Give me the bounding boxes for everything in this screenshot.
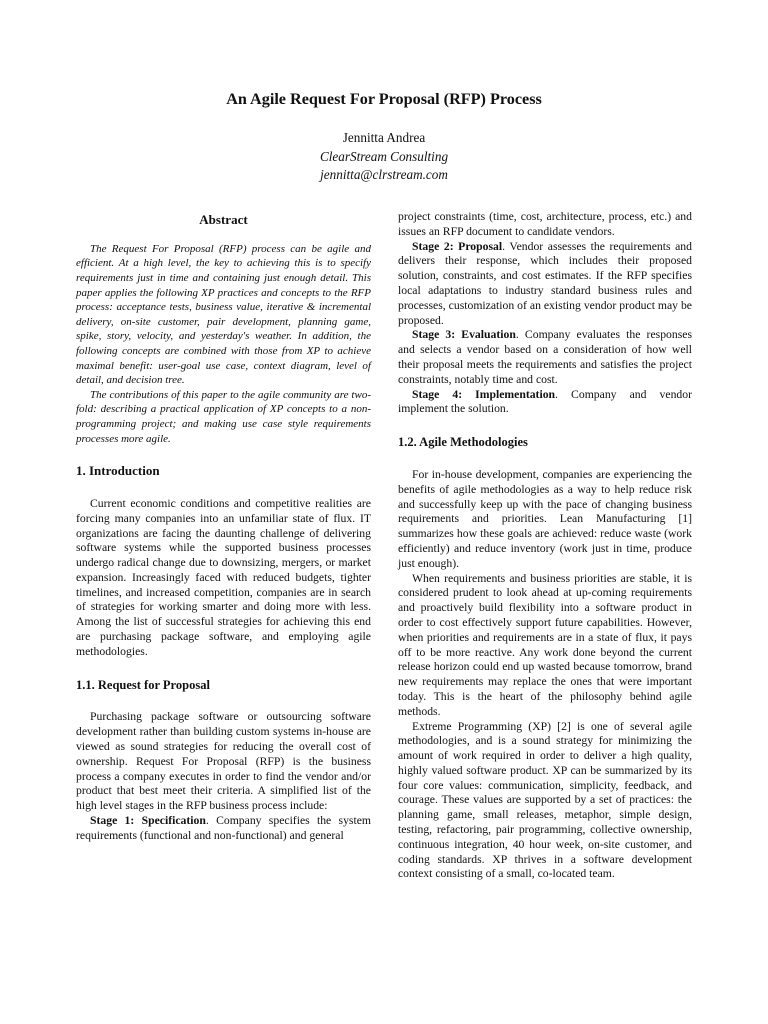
abstract-paragraph: The contributions of this paper to the agile community are two-fold: describing a practical application of XP concepts to a non-programming project; and making use case style requirements processes more agile. xyxy=(76,388,371,445)
rfp-stages-continued xyxy=(398,210,692,417)
left-column xyxy=(76,210,371,844)
stage-paragraph xyxy=(76,814,371,844)
stage-paragraph xyxy=(398,388,692,418)
subsection-heading: 1.1. Request for Proposal xyxy=(76,677,210,692)
body-paragraph: Purchasing package software or outsourcing software development rather than building custom systems in-house are viewed as sound strategies for reducing the overall cost of ownership. Request For Proposal (RFP) is the business process a company executes in order to find the vendor and/or product that best meet their criteria. A simplified list of the high level stages in the RFP business process include: xyxy=(76,710,371,813)
stage-text: . Company specifies the system requirements (functional and non-functional) and general xyxy=(76,814,371,842)
author-block xyxy=(0,129,768,185)
author-affiliation: ClearStream Consulting xyxy=(319,148,449,164)
subsection-heading: 1.2. Agile Methodologies xyxy=(398,435,528,450)
stage-text: . Vendor assesses the requirements and delivers their response, which includes their proposed solution, constraints, and cost estimates. If the RFP specifies local adaptations to industry standard business rules and processes, customization of an existing vendor product may be proposed. xyxy=(398,239,692,327)
body-paragraph: project constraints (time, cost, architecture, process, etc.) and issues an RFP document to candidate vendors. xyxy=(398,210,692,238)
body-paragraph: For in-house development, companies are experiencing the benefits of agile methodologies as a way to help reduce risk and successfully keep up with the pace of changing business requirements and priorities. Lean Manufacturing [1] summarizes how these goals are achieved: reduce waste (work efficiently) and reduce inventory (work just in time, produce just enough). xyxy=(398,467,692,570)
stage-label: Stage 4: Implementation xyxy=(412,387,556,401)
stage-label: Stage 1: Specification xyxy=(90,814,206,828)
paper-title: An Agile Request For Proposal (RFP) Process xyxy=(226,90,542,108)
body-paragraph: Current economic conditions and competitive realities are forcing many companies into an unfamiliar state of flux. IT organizations are facing the daunting challenge of delivering software systems while the supported business processes undergo radical change due to downsizing, mergers, or market expansion. Increasingly faced with reduced budgets, tighter timelines, and increased competition, companies are in search of strategies for working smarter and doing more with less. Among the list of successful strategies for achieving this end are purchasing package software, and employing agile methodologies. xyxy=(76,496,371,658)
stage-label: Stage 3: Evaluation xyxy=(412,328,516,342)
abstract-heading: Abstract xyxy=(199,212,248,227)
rfp-section xyxy=(76,678,371,844)
introduction-section xyxy=(76,464,371,660)
author-name: Jennitta Andrea xyxy=(342,130,426,145)
body-paragraph: When requirements and business priorities are stable, it is considered prudent to look ahead at up-coming requirements and proactively build flexibility into a software product in order to cost effectively support future capabilities. However, when priorities and requirements are in a state of flux, it pays off to be more reactive. Any work done beyond the current release horizon could end up wasted because tomorrow, brand new requirements may replace the ones that were important today. This is the heart of the philosophy behind agile methods. xyxy=(398,571,692,718)
section-heading: 1. Introduction xyxy=(76,463,160,479)
right-column xyxy=(398,210,692,882)
stage-text: . Company evaluates the responses and selects a vendor based on a consideration of how well their proposal meets the requirements and satisfies the project constraints, notably time and cost. xyxy=(398,328,693,386)
abstract-paragraph: The Request For Proposal (RFP) process can be agile and efficient. At a high level, the key to achieving this is to specify requirements just in time and containing just enough detail. This paper applies the following XP practices and concepts to the RFP process: acceptance tests, business value, iterative & incremental delivery, on-site customer, pair development, planning game, spike, story, velocity, and yesterday's weather. In addition, the following concepts are combined with those from XP to achieve maximal benefit: user-goal use case, context diagram, level of detail, and decision tree. xyxy=(76,242,371,387)
abstract-section xyxy=(76,213,371,446)
stage-text: . Company and vendor implement the solution. xyxy=(398,387,693,416)
stage-paragraph xyxy=(398,240,692,329)
agile-section xyxy=(398,435,692,882)
stage-label: Stage 2: Proposal xyxy=(412,239,503,253)
author-email: jennitta@clrstream.com xyxy=(320,167,448,182)
body-paragraph: Extreme Programming (XP) [2] is one of several agile methodologies, and is a sound strategy for minimizing the amount of work required in order to deliver a high quality, highly valued software product. XP can be summarized by its four core values: communication, simplicity, feedback, and courage. These values are supported by a set of practices: the planning game, small releases, metaphor, simple design, testing, refactoring, pair programming, collective ownership, continuous integration, 40 hour week, on-site customer, and coding standards. XP thrives in a software development context consisting of a small, co-located team. xyxy=(398,719,692,881)
stage-paragraph xyxy=(398,328,692,387)
